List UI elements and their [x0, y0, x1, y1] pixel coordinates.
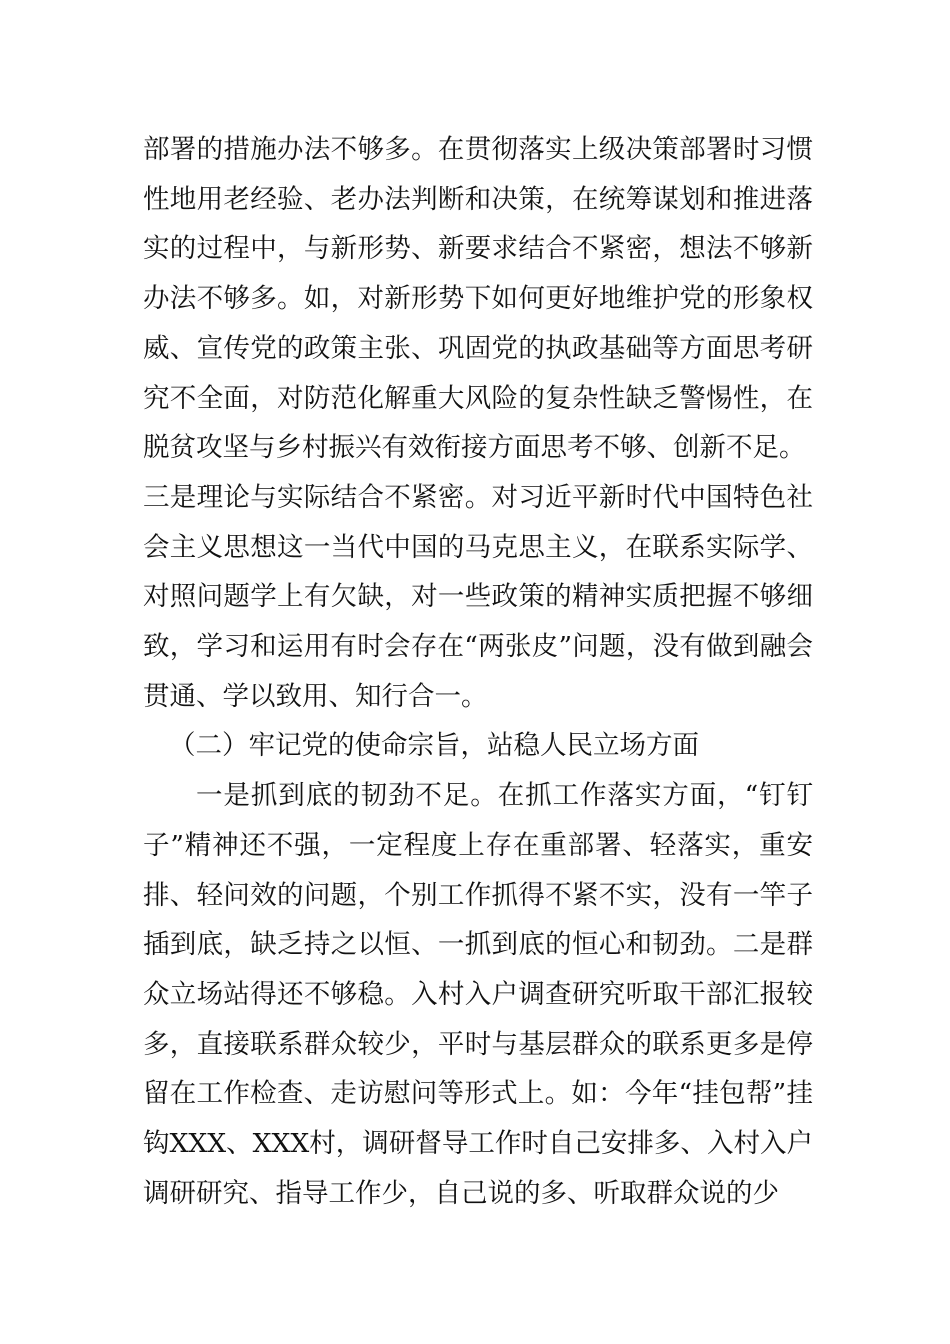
document-body [143, 125, 813, 1218]
paragraph-persistence: 一是抓到底的韧劲不足。在抓工作落实方面，“钉钉子”精神还不强，一定程度上存在重部署、轻落实，重安排、轻问效的问题，个别工作抓得不紧不实，没有一竿子插到底，缺乏持之以恒、一抓到底的恒心和韧劲。二是群众立场站得还不够稳。入村入户调查研究听取干部汇报较多，直接联系群众较少，平时与基层群众的联系更多是停留在工作检查、走访慰问等形式上。如：今年“挂包帮”挂钩XXX、XXX村，调研督导工作时自己安排多、入村入户调研研究、指导工作少，自己说的多、听取群众说的少 [143, 780, 813, 1209]
paragraph-measures: 部署的措施办法不够多。在贯彻落实上级决策部署时习惯性地用老经验、老办法判断和决策，在统筹谋划和推进落实的过程中，与新形势、新要求结合不紧密，想法不够新办法不够多。如，对新形势下如何更好地维护党的形象权威、宣传党的政策主张、巩固党的执政基础等方面思考研究不全面，对防范化解重大风险的复杂性缺乏警惕性，在脱贫攻坚与乡村振兴有效衔接方面思考不够、创新不足。 [143, 134, 813, 464]
paragraph-theory-practice: 三是理论与实际结合不紧密。对习近平新时代中国特色社会主义思想这一当代中国的马克思主义，在联系实际学、对照问题学上有欠缺，对一些政策的精神实质把握不够细致，学习和运用有时会存在“两张皮”问题，没有做到融会贯通、学以致用、知行合一。 [143, 481, 813, 712]
section-heading: （二）牢记党的使命宗旨，站稳人民立场方面 [169, 730, 699, 762]
